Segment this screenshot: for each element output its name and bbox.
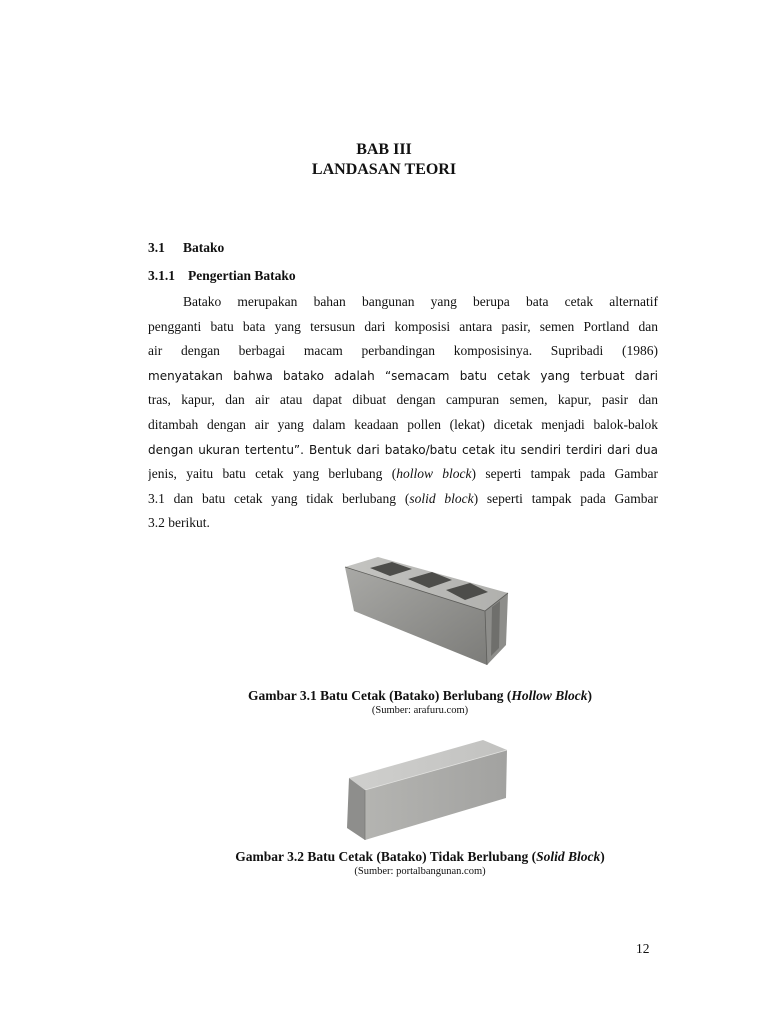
paragraph-line-5: tras, kapur, dan air atau dapat dibuat dengan campuran semen, kapur, pasir dan xyxy=(148,392,658,408)
figure-2-source: (Sumber: portalbangunan.com) xyxy=(354,866,486,877)
line-8-text-b: ) seperti tampak pada Gambar xyxy=(471,466,658,482)
line-9-text-a: 3.1 dan batu cetak yang tidak berlubang ( xyxy=(148,490,410,506)
paragraph-line-3: air dengan berbagai macam perbandingan komposisinya. Supribadi (1986) xyxy=(148,343,658,359)
solid-block-image xyxy=(333,738,510,842)
body-paragraph xyxy=(148,290,658,536)
subsection-heading xyxy=(148,268,296,284)
hollow-block-image xyxy=(340,553,510,668)
figure-1-caption xyxy=(0,688,768,704)
paragraph-line-1: Batako merupakan bahan bangunan yang berupa bata cetak alternatif xyxy=(183,294,658,309)
paragraph-line-6: ditambah dengan air yang dalam keadaan pollen (lekat) dicetak menjadi balok-balok xyxy=(148,416,658,432)
section-heading xyxy=(148,240,224,256)
page-number: 12 xyxy=(636,941,650,956)
section-number: 3.1 xyxy=(148,240,165,255)
figure-1-caption-text: Gambar 3.1 Batu Cetak (Batako) Berlubang ( xyxy=(247,688,512,703)
figure-2-caption-close: ) xyxy=(600,849,605,864)
subsection-title: Pengertian Batako xyxy=(188,268,296,283)
section-title: Batako xyxy=(183,240,225,255)
paragraph-line-4: menyatakan bahwa batako adalah “semacam batu cetak yang terbuat dari xyxy=(148,368,658,383)
line-8-italic: hollow block xyxy=(396,466,472,482)
chapter-title: LANDASAN TEORI xyxy=(311,161,457,178)
figure-2-caption-italic: Solid Block xyxy=(536,849,601,864)
line-9-italic: solid block xyxy=(409,490,474,506)
paragraph-line-9 xyxy=(148,487,658,512)
figure-2-caption-text: Gambar 3.2 Batu Cetak (Batako) Tidak Berlubang ( xyxy=(235,849,537,864)
paragraph-line-8 xyxy=(148,462,658,487)
paragraph-line-2: pengganti batu bata yang tersusun dari komposisi antara pasir, semen Portland dan xyxy=(148,318,658,334)
line-9-text-b: ) seperti tampak pada Gambar xyxy=(473,490,658,506)
figure-1-caption-italic: Hollow Block xyxy=(511,688,588,703)
paragraph-line-10: 3.2 berikut. xyxy=(148,515,210,531)
figure-1-source: (Sumber: arafuru.com) xyxy=(371,705,469,716)
line-8-text-a: jenis, yaitu batu cetak yang berlubang ( xyxy=(148,466,397,482)
paragraph-line-7: dengan ukuran tertentu”. Bentuk dari batako/batu cetak itu sendiri terdiri dari dua xyxy=(148,442,658,457)
subsection-number: 3.1.1 xyxy=(148,268,175,283)
figure-1-caption-close: ) xyxy=(587,688,593,703)
figure-2-caption xyxy=(0,849,768,865)
chapter-number: BAB III xyxy=(356,141,412,158)
